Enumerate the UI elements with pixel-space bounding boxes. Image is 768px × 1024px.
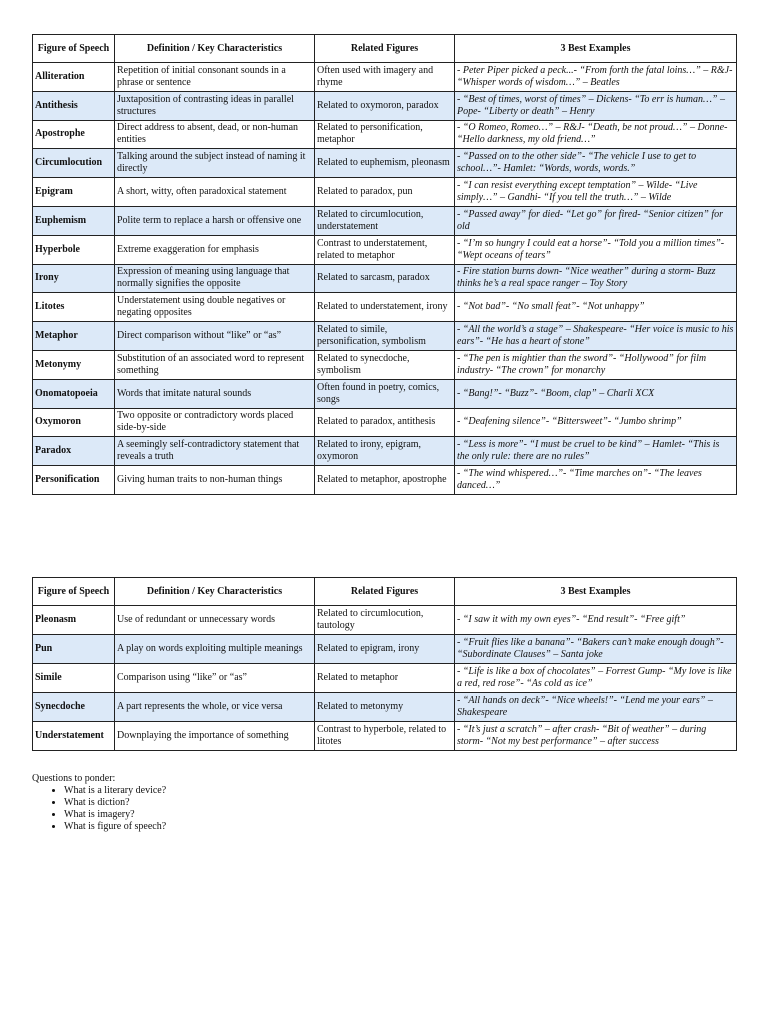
examples-cell: - “All the world’s a stage” – Shakespeare- “Her voice is music to his ears”- “He has a heart of stone”: [455, 322, 737, 351]
table-row: [33, 149, 737, 178]
question-item: • What is a literary device?: [64, 785, 432, 797]
related-cell: Related to simile, personification, symbolism: [315, 322, 455, 351]
definition-cell: A part represents the whole, or vice versa: [115, 693, 315, 722]
figures-of-speech-table-1: [32, 34, 737, 495]
term-cell: Oxymoron: [33, 408, 115, 437]
header-figure: Figure of Speech: [33, 578, 115, 606]
questions-section: [32, 773, 432, 833]
table-row: [33, 91, 737, 120]
definition-cell: Understatement using double negatives or negating opposites: [115, 293, 315, 322]
examples-cell: - “Deafening silence”- “Bittersweet”- “Jumbo shrimp”: [455, 408, 737, 437]
table-row: [33, 235, 737, 264]
header-related: Related Figures: [315, 35, 455, 63]
table-header-row: [33, 578, 737, 606]
header-examples: 3 Best Examples: [455, 578, 737, 606]
table-row: [33, 379, 737, 408]
examples-cell: - “Passed away” for died- “Let go” for fired- “Senior citizen” for old: [455, 206, 737, 235]
definition-cell: Expression of meaning using language that normally signifies the opposite: [115, 264, 315, 293]
definition-cell: Direct address to absent, dead, or non-human entities: [115, 120, 315, 149]
table-row: [33, 664, 737, 693]
header-definition: Definition / Key Characteristics: [115, 578, 315, 606]
definition-cell: Extreme exaggeration for emphasis: [115, 235, 315, 264]
table-row: [33, 120, 737, 149]
term-cell: Apostrophe: [33, 120, 115, 149]
term-cell: Metaphor: [33, 322, 115, 351]
examples-cell: - “I can resist everything except temptation” – Wilde- “Live simply…” – Gandhi- “If you tell the truth…” – Wilde: [455, 178, 737, 207]
header-examples: 3 Best Examples: [455, 35, 737, 63]
examples-cell: - “The pen is mightier than the sword”- “Hollywood” for film industry- “The crown” for monarchy: [455, 350, 737, 379]
examples-cell: - “The wind whispered…”- “Time marches on”- “The leaves danced…”: [455, 466, 737, 495]
term-cell: Simile: [33, 664, 115, 693]
term-cell: Personification: [33, 466, 115, 495]
question-item: • What is imagery?: [64, 809, 432, 821]
definition-cell: Polite term to replace a harsh or offensive one: [115, 206, 315, 235]
related-cell: Related to oxymoron, paradox: [315, 91, 455, 120]
term-cell: Euphemism: [33, 206, 115, 235]
table-row: [33, 437, 737, 466]
table-row: [33, 350, 737, 379]
header-figure: Figure of Speech: [33, 35, 115, 63]
definition-cell: Words that imitate natural sounds: [115, 379, 315, 408]
term-cell: Irony: [33, 264, 115, 293]
examples-cell: - “Less is more”- “I must be cruel to be kind” – Hamlet- “This is the only rule: there are no rules”: [455, 437, 737, 466]
term-cell: Understatement: [33, 722, 115, 751]
related-cell: Related to metaphor, apostrophe: [315, 466, 455, 495]
header-definition: Definition / Key Characteristics: [115, 35, 315, 63]
term-cell: Circumlocution: [33, 149, 115, 178]
term-cell: Epigram: [33, 178, 115, 207]
definition-cell: Giving human traits to non-human things: [115, 466, 315, 495]
related-cell: Related to understatement, irony: [315, 293, 455, 322]
definition-cell: A short, witty, often paradoxical statement: [115, 178, 315, 207]
figures-of-speech-table-2: [32, 577, 737, 751]
related-cell: Related to sarcasm, paradox: [315, 264, 455, 293]
related-cell: Related to epigram, irony: [315, 635, 455, 664]
definition-cell: A play on words exploiting multiple meanings: [115, 635, 315, 664]
table-row: [33, 293, 737, 322]
examples-cell: - “All hands on deck”- “Nice wheels!”- “Lend me your ears” – Shakespeare: [455, 693, 737, 722]
examples-cell: - “It’s just a scratch” – after crash- “Bit of weather” – during storm- “Not my best performance” – after success: [455, 722, 737, 751]
term-cell: Onomatopoeia: [33, 379, 115, 408]
definition-cell: Juxtaposition of contrasting ideas in parallel structures: [115, 91, 315, 120]
table-row: [33, 408, 737, 437]
related-cell: Related to circumlocution, tautology: [315, 606, 455, 635]
definition-cell: Downplaying the importance of something: [115, 722, 315, 751]
term-cell: Litotes: [33, 293, 115, 322]
examples-cell: - “Best of times, worst of times” – Dickens- “To err is human…” – Pope- “Liberty or death” – Henry: [455, 91, 737, 120]
table-row: [33, 322, 737, 351]
examples-cell: - “Life is like a box of chocolates” – Forrest Gump- “My love is like a red, red rose”- “As cold as ice”: [455, 664, 737, 693]
definition-cell: A seemingly self-contradictory statement that reveals a truth: [115, 437, 315, 466]
definition-cell: Repetition of initial consonant sounds in a phrase or sentence: [115, 63, 315, 92]
table-row: [33, 693, 737, 722]
examples-cell: - “I’m so hungry I could eat a horse”- “Told you a million times”- “Wept oceans of tears”: [455, 235, 737, 264]
related-cell: Contrast to hyperbole, related to litotes: [315, 722, 455, 751]
definition-cell: Substitution of an associated word to represent something: [115, 350, 315, 379]
table-row: [33, 264, 737, 293]
examples-cell: - “Not bad”- “No small feat”- “Not unhappy”: [455, 293, 737, 322]
term-cell: Pleonasm: [33, 606, 115, 635]
related-cell: Related to paradox, pun: [315, 178, 455, 207]
definition-cell: Talking around the subject instead of naming it directly: [115, 149, 315, 178]
table-row: [33, 722, 737, 751]
related-cell: Contrast to understatement, related to metaphor: [315, 235, 455, 264]
questions-list: [32, 785, 432, 833]
definition-cell: Direct comparison without “like” or “as”: [115, 322, 315, 351]
table-row: [33, 63, 737, 92]
related-cell: Often found in poetry, comics, songs: [315, 379, 455, 408]
table-row: [33, 178, 737, 207]
related-cell: Related to paradox, antithesis: [315, 408, 455, 437]
term-cell: Synecdoche: [33, 693, 115, 722]
examples-cell: - “I saw it with my own eyes”- “End result”- “Free gift”: [455, 606, 737, 635]
term-cell: Antithesis: [33, 91, 115, 120]
term-cell: Metonymy: [33, 350, 115, 379]
examples-cell: - “Bang!”- “Buzz”- “Boom, clap” – Charli XCX: [455, 379, 737, 408]
definition-cell: Use of redundant or unnecessary words: [115, 606, 315, 635]
related-cell: Related to irony, epigram, oxymoron: [315, 437, 455, 466]
question-item: • What is figure of speech?: [64, 821, 432, 833]
related-cell: Related to circumlocution, understatement: [315, 206, 455, 235]
table-row: [33, 206, 737, 235]
examples-cell: - Peter Piper picked a peck...- “From forth the fatal loins…” – R&J- “Whisper words of wisdom…” – Beatles: [455, 63, 737, 92]
related-cell: Related to personification, metaphor: [315, 120, 455, 149]
definition-cell: Two opposite or contradictory words placed side-by-side: [115, 408, 315, 437]
examples-cell: - “O Romeo, Romeo…” – R&J- “Death, be not proud…” – Donne- “Hello darkness, my old friend…”: [455, 120, 737, 149]
examples-cell: - “Passed on to the other side”- “The vehicle I use to get to school…”- Hamlet: “Words, words, words.”: [455, 149, 737, 178]
related-cell: Related to metaphor: [315, 664, 455, 693]
table-row: [33, 466, 737, 495]
related-cell: Related to euphemism, pleonasm: [315, 149, 455, 178]
questions-title: Questions to ponder:: [32, 773, 116, 784]
term-cell: Hyperbole: [33, 235, 115, 264]
examples-cell: - “Fruit flies like a banana”- “Bakers can’t make enough dough”- “Subordinate Clauses” – Santa joke: [455, 635, 737, 664]
term-cell: Paradox: [33, 437, 115, 466]
table-row: [33, 635, 737, 664]
term-cell: Alliteration: [33, 63, 115, 92]
table-row: [33, 606, 737, 635]
header-related: Related Figures: [315, 578, 455, 606]
related-cell: Related to metonymy: [315, 693, 455, 722]
related-cell: Often used with imagery and rhyme: [315, 63, 455, 92]
table-header-row: [33, 35, 737, 63]
related-cell: Related to synecdoche, symbolism: [315, 350, 455, 379]
question-item: • What is diction?: [64, 797, 432, 809]
term-cell: Pun: [33, 635, 115, 664]
examples-cell: - Fire station burns down- “Nice weather” during a storm- Buzz thinks he’s a real space ranger – Toy Story: [455, 264, 737, 293]
definition-cell: Comparison using “like” or “as”: [115, 664, 315, 693]
